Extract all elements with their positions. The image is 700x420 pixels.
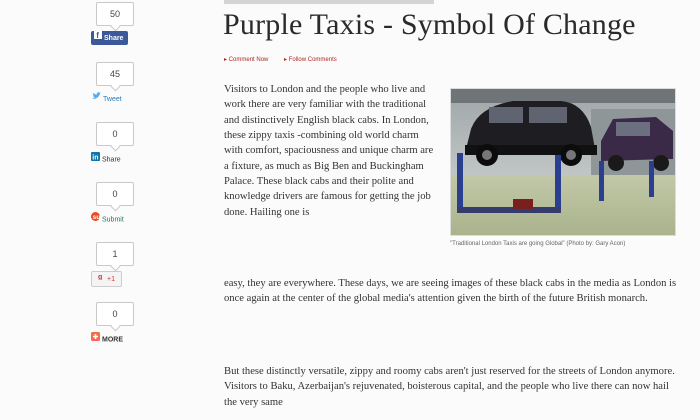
article-title: Purple Taxis - Symbol Of Change <box>223 8 636 41</box>
article-paragraph-3: But these distinctly versatile, zippy and roomy cabs aren't just reserved for the streets of London anymore. Visitors to Baku, Azerbaijan's rejuvenated, boisterous capital, and the people who live there can now hail the very same <box>224 366 675 408</box>
tweet-button[interactable] <box>91 92 122 106</box>
addthis-icon <box>91 332 100 347</box>
article-actions <box>224 56 351 63</box>
svg-text:in: in <box>92 154 99 161</box>
taxi-photo <box>450 88 676 236</box>
photo-caption: "Traditional London Taxis are going Global" (Photo by: Gary Acon) <box>450 241 626 247</box>
follow-comments-link[interactable]: ▸ Follow Comments <box>284 57 337 63</box>
google-plus-icon <box>98 272 105 286</box>
addthis-more-button[interactable] <box>91 332 123 346</box>
comment-now-link[interactable]: ▸ Comment Now <box>224 57 268 63</box>
stumbleupon-submit-button[interactable] <box>91 212 124 226</box>
google-plus-one-button[interactable] <box>91 271 122 287</box>
stumbleupon-share-count: 0 <box>96 182 134 206</box>
linkedin-share-button[interactable] <box>91 152 121 166</box>
svg-text:su: su <box>92 214 100 221</box>
facebook-share-count: 50 <box>96 2 134 26</box>
linkedin-share-count: 0 <box>96 122 134 146</box>
facebook-icon <box>94 31 102 45</box>
facebook-share-label: Share <box>104 34 124 42</box>
twitter-share-count: 45 <box>96 62 134 86</box>
linkedin-share-label: Share <box>102 156 121 164</box>
googleplus-share-count: 1 <box>96 242 134 266</box>
google-plus-one-label: +1 <box>107 275 115 283</box>
article-paragraph-2: easy, they are everywhere. These days, we are seeing images of these black cabs in the media as London is once again at the center of the global media's attention given the birth of the future British monarch. <box>224 278 677 305</box>
addthis-share-count: 0 <box>96 302 134 326</box>
addthis-more-label: MORE <box>102 336 123 344</box>
stumbleupon-icon <box>91 212 100 227</box>
tweet-label: Tweet <box>103 95 122 103</box>
linkedin-icon <box>91 152 100 167</box>
svg-text:f: f <box>96 31 99 39</box>
byline-placeholder <box>224 0 434 4</box>
twitter-bird-icon <box>92 92 101 106</box>
stumbleupon-submit-label: Submit <box>102 216 124 224</box>
article-paragraph-1: Visitors to London and the people who live and work there are very familiar with the traditional and distinctively English black cabs. In London, these zippy taxis -combining old world charm with comfort, spaciousness and unique charm are a fixture, as much as Big Ben and Buckingham Palace. These black cabs and their polite and knowledge drivers are famous for getting the job done. Hailing one is <box>224 84 434 218</box>
svg-text:g: g <box>98 274 103 280</box>
facebook-share-button[interactable] <box>91 31 128 45</box>
